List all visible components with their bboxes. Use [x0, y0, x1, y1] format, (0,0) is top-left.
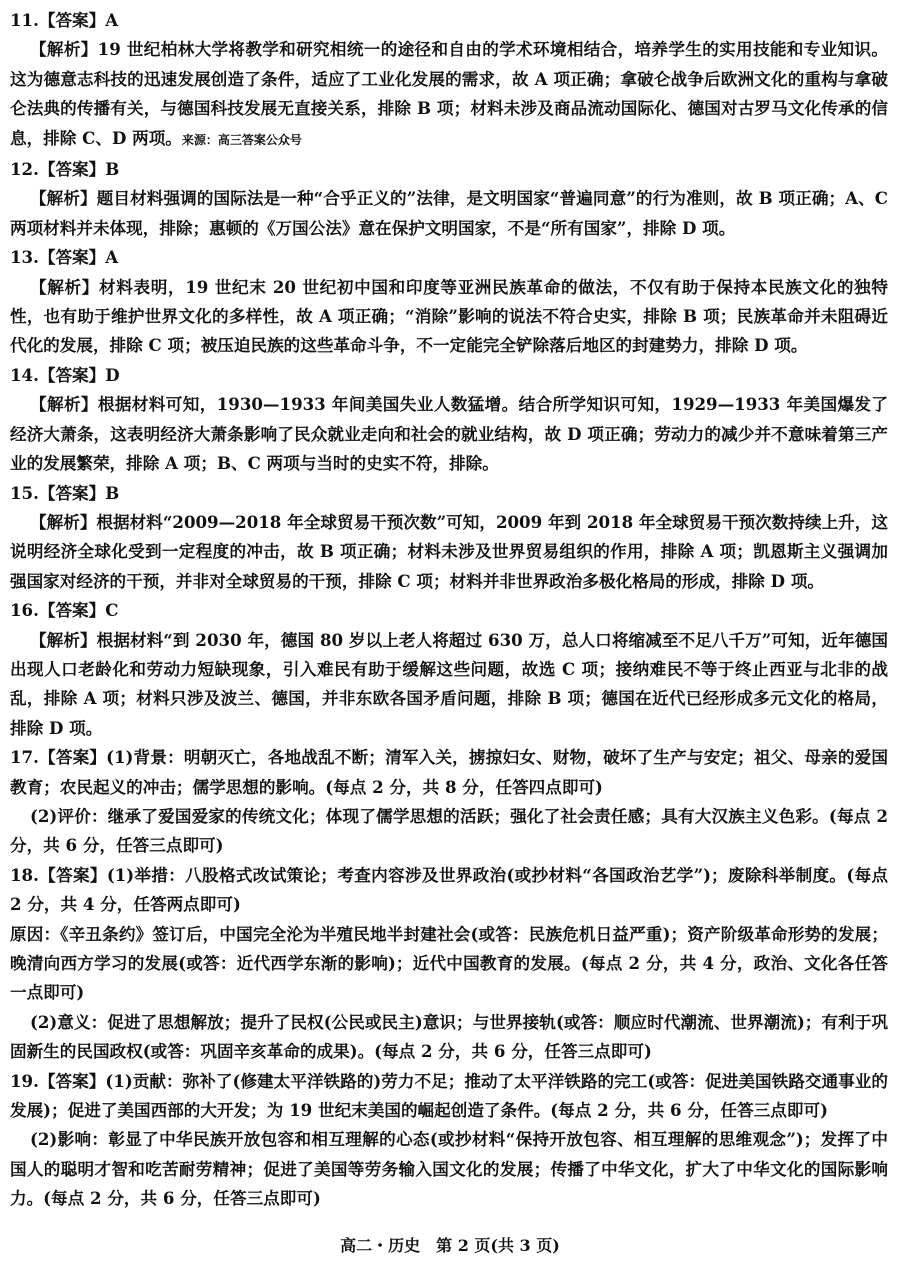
source-note: 来源：高三答案公众号 — [181, 132, 302, 147]
page-footer: 高二・历史 第 2 页(共 3 页) — [340, 1236, 560, 1255]
answer-key-body — [10, 6, 888, 1214]
answer-q16: 16.【答案】C — [10, 600, 119, 621]
answer-q17-part1: 17.【答案】(1)背景：明朝灭亡，各地战乱不断；清军入关，掳掠妇女、财物，破坏了生产与安定；祖父、母亲的爱国教育；农民起义的冲击；儒学思想的影响。(每点 2 分，共 8 分，任答四点即可) — [10, 747, 888, 797]
answer-q18-reasons: 原因：《辛丑条约》签订后，中国完全沦为半殖民地半封建社会(或答：民族危机日益严重)；资产阶级革命形势的发展；晚清向西方学习的发展(或答：近代西学东渐的影响)；近代中国教育的发展。(每点 2 分，共 4 分，政治、文化各任答一点即可) — [10, 923, 888, 1003]
explanation-q12: 【解析】题目材料强调的国际法是一种“合乎正义的”法律，是文明国家“普遍同意”的行为准则，故 B 项正确；A、C 两项材料并未体现，排除；惠顿的《万国公法》意在保护文明国家，不是“所有国家”，排除 D 项。 — [10, 188, 888, 238]
answer-q17-part2: (2)评价：继承了爱国爱家的传统文化；体现了儒学思想的活跃；强化了社会责任感；具有大汉族主义色彩。(每点 2 分，共 6 分，任答三点即可) — [10, 805, 888, 856]
explanation-q11 — [10, 35, 888, 155]
explanation-q11-text: 【解析】19 世纪柏林大学将教学和研究相统一的途径和自由的学术环境相结合，培养学生的实用技能和专业知识。这为德意志科技的迅速发展创造了条件，适应了工业化发展的需求，故 A 项正确；拿破仑战争后欧洲文化的重构与拿破仑法典的传播有关，与德国科技发展无直接关系，排除 B 项；材料未涉及商品流动国际化、德国对古罗马文化传承的信息，排除 C、D 两项。 — [10, 39, 888, 148]
answer-q18-part1: 18.【答案】(1)举措：八股格式改试策论；考查内容涉及世界政治(或抄材料“各国政治艺学”)；废除科举制度。(每点 2 分，共 4 分，任答两点即可) — [10, 864, 888, 915]
explanation-q14: 【解析】根据材料可知，1930—1933 年间美国失业人数猛增。结合所学知识可知，1929—1933 年美国爆发了经济大萧条，这表明经济大萧条影响了民众就业走向和社会的就业结构，故 D 项正确；劳动力的减少并不意味着第三产业的发展繁荣，排除 A 项；B、C 两项与当时的史实不符，排除。 — [10, 394, 888, 474]
answer-q19-part2: (2)影响：彰显了中华民族开放包容和相互理解的心态(或抄材料“保持开放包容、相互理解的思维观念”)；发挥了中国人的聪明才智和吃苦耐劳精神；促进了美国等劳务输入国文化的发展；传播了中华文化，扩大了中华文化的国际影响力。(每点 2 分，共 6 分，任答三点即可) — [10, 1129, 888, 1209]
answer-q13: 13.【答案】A — [10, 247, 119, 268]
answer-q14: 14.【答案】D — [10, 364, 120, 385]
answer-q18-part2: (2)意义：促进了思想解放；提升了民权(公民或民主)意识；与世界接轨(或答：顺应时代潮流、世界潮流)；有利于巩固新生的民国政权(或答：巩固辛亥革命的成果)。(每点 2 分，共 6 分，任答三点即可) — [10, 1011, 888, 1062]
answer-q11: 11.【答案】A — [10, 10, 119, 30]
explanation-q16: 【解析】根据材料“到 2030 年，德国 80 岁以上老人将超过 630 万，总人口将缩减至不足八千万”可知，近年德国出现人口老龄化和劳动力短缺现象，引入难民有助于缓解这些问题，故选 C 项；接纳难民不等于终止西亚与北非的战乱，排除 A 项；材料只涉及波兰、德国，并非东欧各国矛盾问题，排除 B 项；德国在近代已经形成多元文化的格局，排除 D 项。 — [10, 629, 888, 738]
answer-q19-part1: 19.【答案】(1)贡献：弥补了(修建太平洋铁路的)劳力不足；推动了太平洋铁路的完工(或答：促进美国铁路交通事业的发展)；促进了美国西部的大开发；为 19 世纪末美国的崛起创造了条件。(每点 2 分，共 6 分，任答三点即可) — [10, 1070, 888, 1121]
answer-q15: 15.【答案】B — [10, 482, 120, 503]
explanation-q13: 【解析】材料表明，19 世纪末 20 世纪初中国和印度等亚洲民族革命的做法，不仅有助于保持本民族文化的独特性，也有助于维护世界文化的多样性，故 A 项正确；“消除”影响的说法不符合史实，排除 B 项；民族革命并未阻碍近代化的发展，排除 C 项；被压迫民族的这些革命斗争，不一定能完全铲除落后地区的封建势力，排除 D 项。 — [10, 276, 888, 356]
explanation-q15: 【解析】根据材料“2009—2018 年全球贸易干预次数”可知，2009 年到 2018 年全球贸易干预次数持续上升，这说明经济全球化受到一定程度的冲击，故 B 项正确；材料未涉及世界贸易组织的作用，排除 A 项；凯恩斯主义强调加强国家对经济的干预，并非对全球贸易的干预，排除 C 项；材料并非世界政治多极化格局的形成，排除 D 项。 — [10, 511, 888, 591]
answer-q12: 12.【答案】B — [10, 159, 120, 180]
